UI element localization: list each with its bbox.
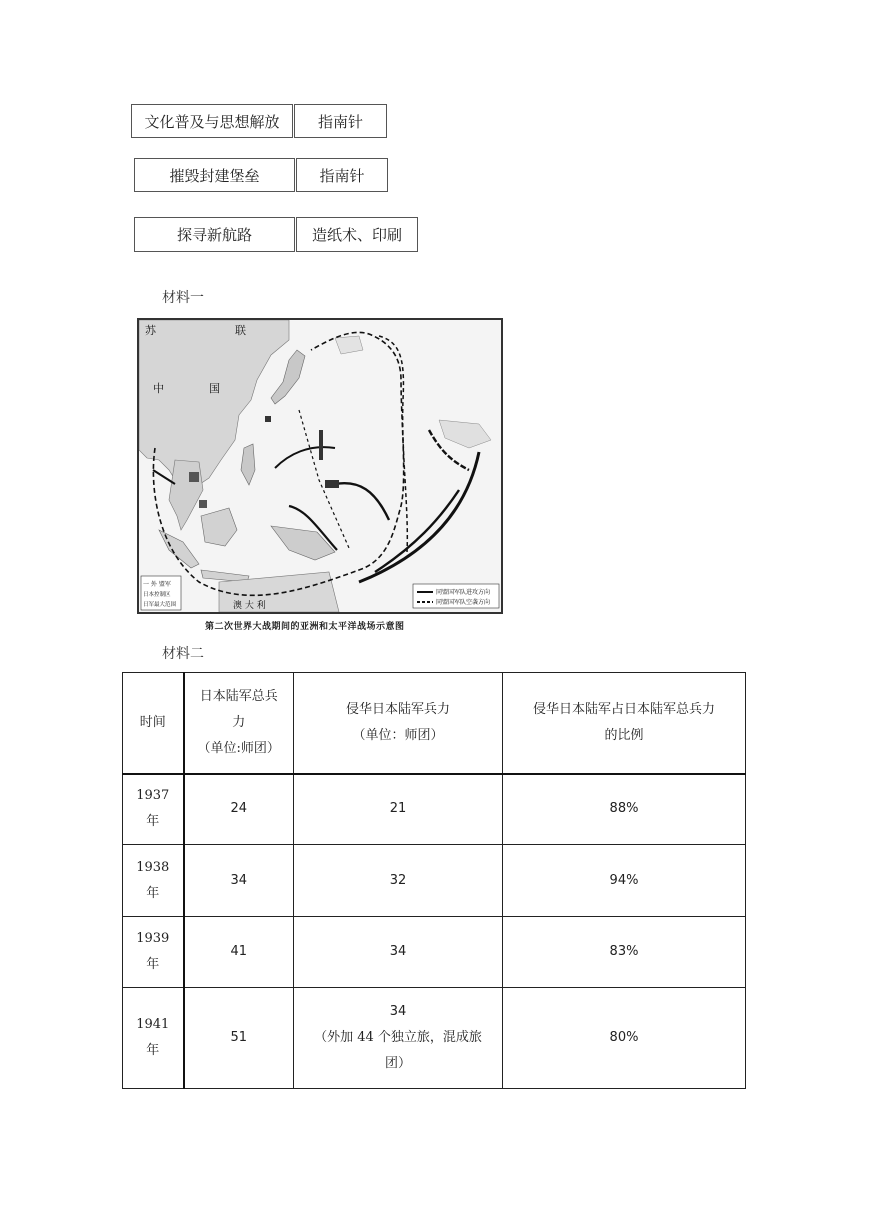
pair-left-cell: 摧毁封建堡垒 xyxy=(134,158,295,192)
allied-advance-arrow-3 xyxy=(335,483,389,520)
island-marker xyxy=(325,480,339,488)
header-total-line2: 力 xyxy=(232,714,246,730)
year-suffix: 年 xyxy=(146,957,160,972)
pair-row-2 xyxy=(134,158,388,192)
header-ratio xyxy=(503,673,746,774)
year-suffix: 年 xyxy=(146,814,160,830)
allied-advance-arrow-1 xyxy=(359,452,479,582)
year-value: 1939 xyxy=(136,931,170,946)
table-row xyxy=(123,917,746,988)
invading-extra-line1: （外加 44 个独立旅，混成旅 xyxy=(314,1030,482,1045)
header-total xyxy=(184,673,294,774)
header-invading xyxy=(294,673,503,774)
legend-box2-label: 日军最大范围 xyxy=(143,602,177,608)
invading-extra-line2: 团） xyxy=(384,1056,411,1071)
legend-r2-label: 同盟国军队空袭方向 xyxy=(436,599,491,606)
pair-row-3 xyxy=(134,217,418,252)
map-svg xyxy=(139,320,501,612)
invading-cell: 32 xyxy=(294,845,503,917)
ratio-cell: 80% xyxy=(503,988,746,1089)
pair-left-cell: 探寻新航路 xyxy=(134,217,295,252)
year-value: 1941 xyxy=(136,1017,170,1032)
map-label-australia: 澳 大 利 xyxy=(233,601,266,611)
year-suffix: 年 xyxy=(146,1043,160,1058)
invading-cell: 34 xyxy=(294,917,503,988)
island-marker xyxy=(319,430,323,460)
ratio-cell: 94% xyxy=(503,845,746,917)
japan-land xyxy=(271,350,305,404)
borneo-land xyxy=(201,508,237,546)
year-cell xyxy=(123,845,184,917)
legend-line-label: 一 外 盟军 xyxy=(143,581,171,588)
total-cell: 41 xyxy=(184,917,294,988)
year-cell xyxy=(123,988,184,1089)
table-row xyxy=(123,845,746,917)
troop-table xyxy=(122,672,746,1089)
header-total-line1: 日本陆军总兵 xyxy=(199,688,278,704)
total-cell: 34 xyxy=(184,845,294,917)
header-total-line3: （单位:师团） xyxy=(197,740,280,756)
invading-cell xyxy=(294,988,503,1089)
year-cell xyxy=(123,917,184,988)
header-ratio-line2: 的比例 xyxy=(604,727,644,743)
pair-right-cell: 指南针 xyxy=(296,158,388,192)
new-guinea-land xyxy=(271,526,335,560)
total-cell: 51 xyxy=(184,988,294,1089)
table-header-row xyxy=(123,673,746,774)
pair-right-cell: 指南针 xyxy=(294,104,387,138)
pair-right-cell: 造纸术、印刷 xyxy=(296,217,418,252)
table-row xyxy=(123,988,746,1089)
legend-box1-label: 日本控制区 xyxy=(143,592,171,598)
map-label-china-2: 国 xyxy=(209,382,220,395)
year-value: 1938 xyxy=(136,859,170,875)
island-marker xyxy=(265,416,271,422)
material-1-label: 材料一 xyxy=(162,290,204,306)
invading-value: 34 xyxy=(389,1004,407,1019)
inner-dashed-line xyxy=(299,410,349,548)
pacific-war-map xyxy=(137,318,503,614)
island-marker xyxy=(189,472,199,482)
year-suffix: 年 xyxy=(146,885,160,901)
map-label-lian: 联 xyxy=(235,324,246,337)
header-invading-line2: （单位：师团） xyxy=(352,727,444,743)
legend-r1-label: 同盟国军队进攻方向 xyxy=(436,589,491,596)
east-boundary-line xyxy=(379,336,407,552)
map-label-su: 苏 xyxy=(145,324,156,337)
year-cell xyxy=(123,774,184,845)
aleutian-area xyxy=(335,336,363,354)
header-ratio-line1: 侵华日本陆军占日本陆军总兵力 xyxy=(532,701,715,717)
map-label-china-1: 中 xyxy=(153,382,164,395)
map-caption: 第二次世界大战期间的亚洲和太平洋战场示意图 xyxy=(205,622,405,632)
total-cell: 24 xyxy=(184,774,294,845)
header-time: 时间 xyxy=(123,673,184,774)
pair-left-cell: 文化普及与思想解放 xyxy=(131,104,293,138)
allied-advance-arrow-5 xyxy=(275,447,335,468)
philippines-land xyxy=(241,444,255,485)
indochina-land xyxy=(169,460,203,530)
table-row xyxy=(123,774,746,845)
hawaii-area xyxy=(439,420,491,448)
pair-row-1 xyxy=(131,104,387,138)
island-marker xyxy=(199,500,207,508)
header-invading-line1: 侵华日本陆军兵力 xyxy=(345,701,450,717)
ratio-cell: 88% xyxy=(503,774,746,845)
material-2-label: 材料二 xyxy=(162,646,204,662)
asia-land xyxy=(139,320,289,490)
year-value: 1937 xyxy=(136,788,170,804)
allied-advance-arrow-2 xyxy=(375,490,459,572)
ratio-cell: 83% xyxy=(503,917,746,988)
invading-cell: 21 xyxy=(294,774,503,845)
